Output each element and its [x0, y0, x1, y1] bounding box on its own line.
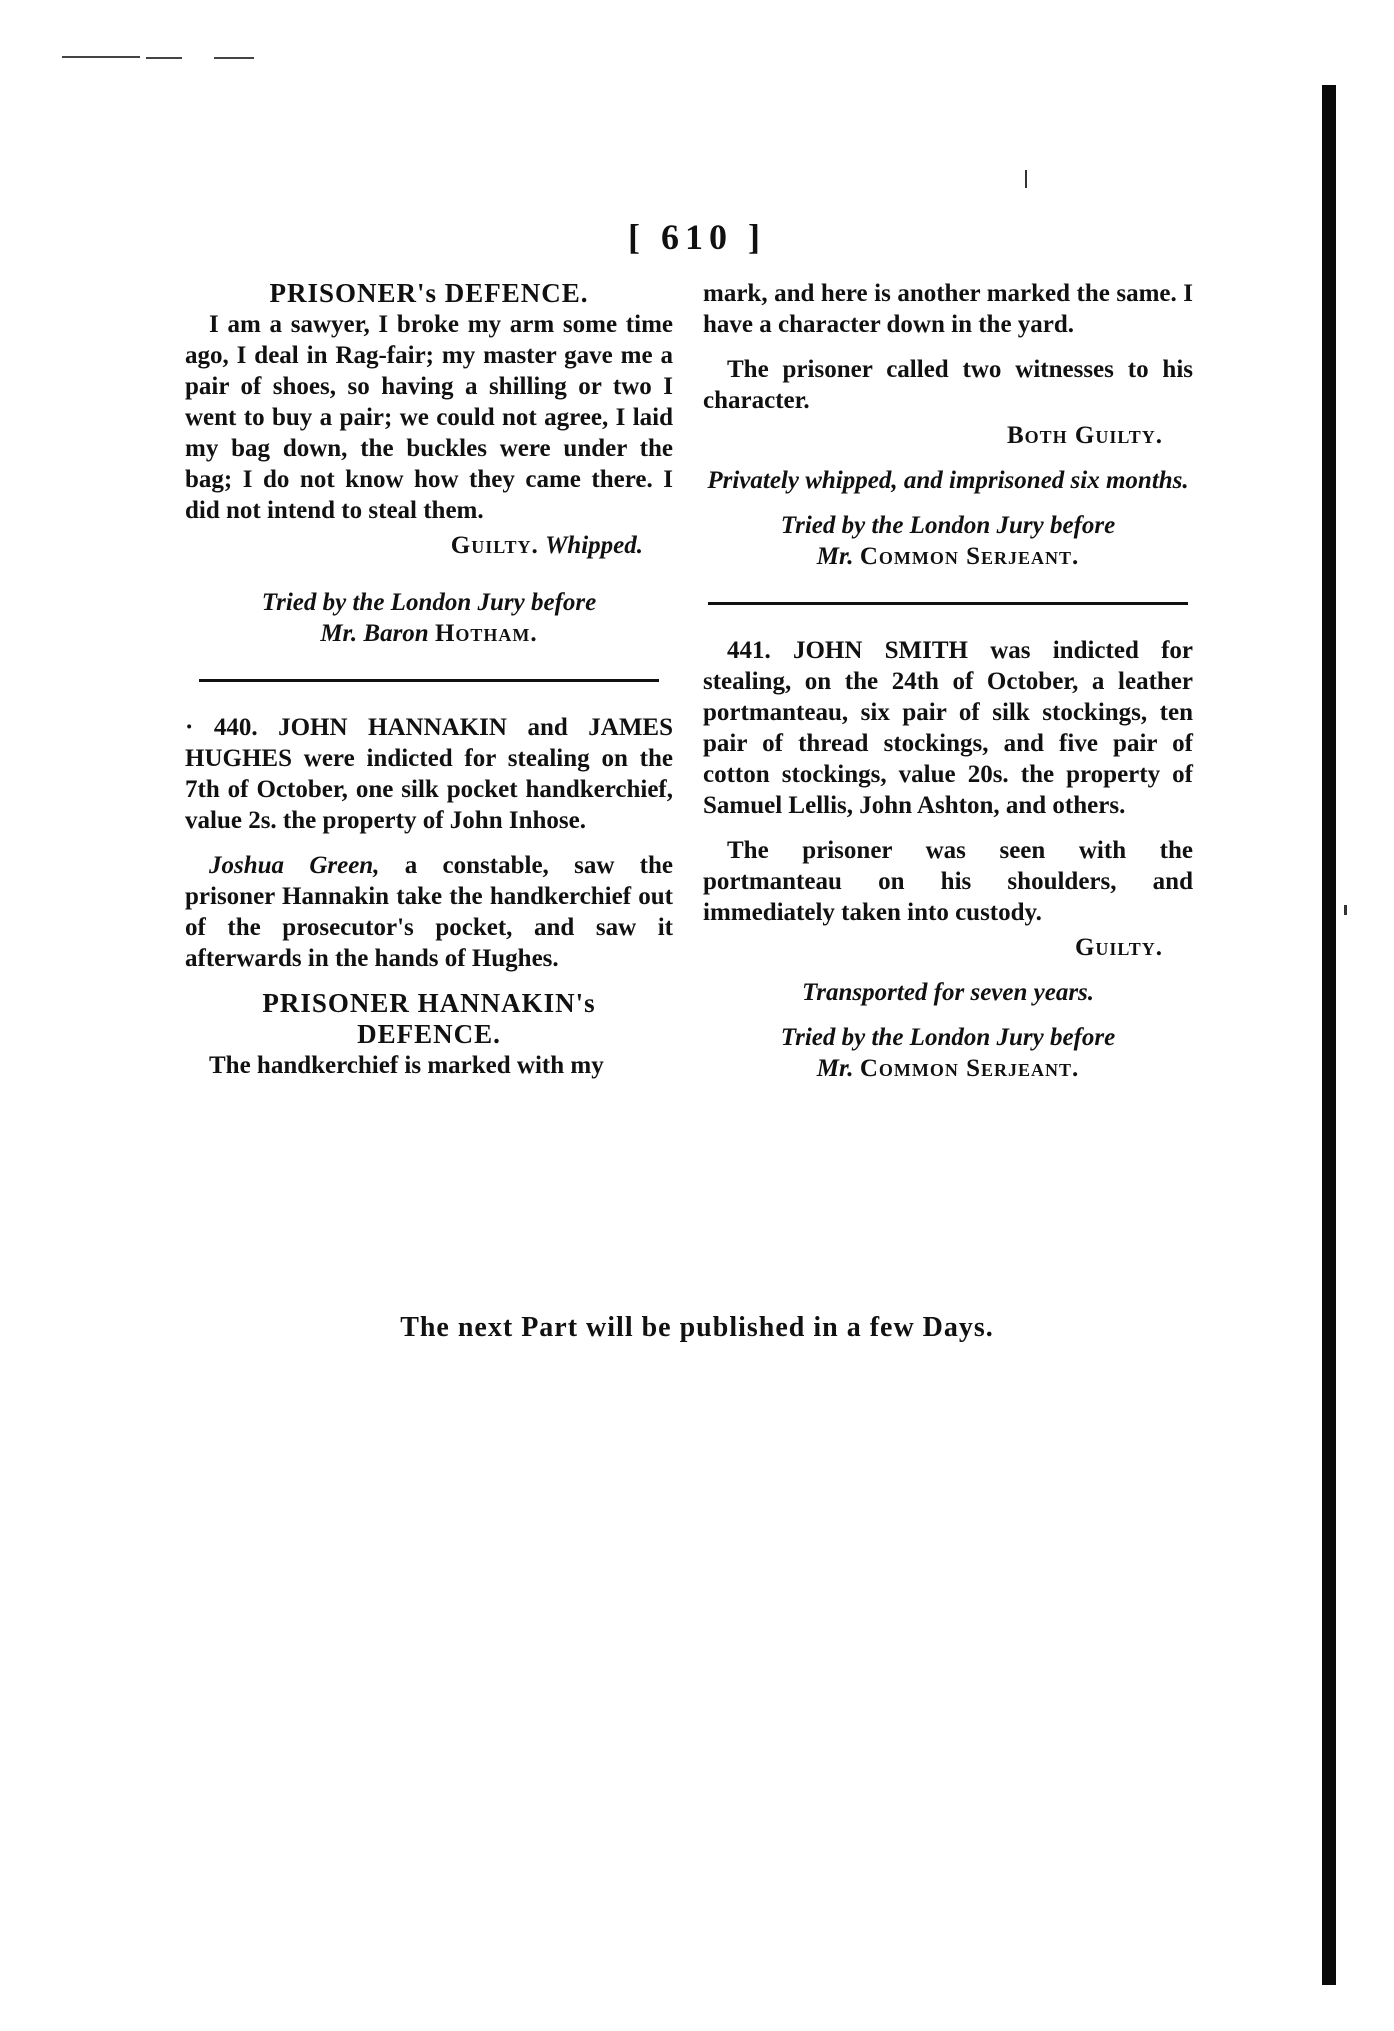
seen-text: The prisoner was seen with the portmanteau on his shoulders, and immediately taken into custody. [703, 837, 1193, 926]
right-column [703, 278, 1193, 1084]
verdict-441 [703, 932, 1163, 963]
witness-text: a constable, saw the prisoner Hannakin take the handkerchief out of the prosecutor's pocket, and saw it afterwards in the hands of Hughes. [185, 852, 674, 972]
defence-text: I am a sawyer, I broke my arm some time ago, I deal in Rag-fair; my master gave me a pair of shoes, so having a shilling or two I went to buy a pair; we could not agree, I laid my bag down, the buckles were under the bag; I do not know how they came there. I did not intend to steal them. [185, 311, 673, 524]
verdict-word: Guilty. [450, 532, 539, 559]
scan-mark [146, 57, 182, 59]
case-441-text: 441. JOHN SMITH was indicted for stealing, on the 24th of October, a leather portmanteau, six pair of silk stockings, ten pair of thread stockings, and five pair of cotton stockings, value 20s. the property of Samuel Lellis, John Ashton, and others. [703, 637, 1193, 819]
case-440-text: · 440. JOHN HANNAKIN and JAMES HUGHES were indicted for stealing on the 7th of October, one silk pocket handkerchief, value 2s. the property of John Inhose. [185, 714, 673, 834]
judge-line-2 [703, 1053, 1193, 1084]
witness-name: Joshua Green, [209, 852, 380, 879]
next-part-notice: The next Part will be published in a few Days. [400, 1312, 994, 1343]
scan-speck [1344, 905, 1347, 915]
tried-line: Tried by the London Jury before [780, 512, 1116, 539]
defence2-heading: PRISONER HANNAKIN's [262, 988, 596, 1018]
section-divider [199, 679, 659, 682]
tried-line-2: Tried by the London Jury before [780, 1024, 1116, 1051]
verdict-both-text: Both Guilty. [1007, 422, 1163, 449]
judge-name: Common Serjeant. [859, 543, 1080, 570]
judge-title: Mr. [816, 543, 854, 570]
binding-edge [1322, 85, 1336, 1985]
defence-heading: PRISONER's DEFENCE. [269, 278, 589, 308]
defence2-text: The handkerchief is marked with my [209, 1052, 604, 1079]
verdict-441-text: Guilty. [1074, 934, 1163, 961]
judge-name: Common Serjeant. [859, 1055, 1080, 1082]
continued-text: mark, and here is another marked the same. I have a character down in the yard. [703, 280, 1193, 338]
sentence-439: Privately whipped, and imprisoned six months. [707, 467, 1189, 494]
left-column [185, 278, 673, 1081]
judge-line [703, 541, 1193, 572]
verdict-both [703, 420, 1163, 451]
tried-line: Tried by the London Jury before [261, 589, 597, 616]
witnesses-text: The prisoner called two witnesses to his character. [703, 356, 1193, 414]
verdict-line [185, 530, 643, 561]
scan-mark [62, 56, 140, 58]
sentence-441: Transported for seven years. [801, 979, 1095, 1006]
section-divider [708, 602, 1188, 605]
judge-title: Mr. Baron [320, 620, 429, 647]
judge-name: Hotham. [434, 620, 538, 647]
scan-mark [214, 57, 254, 59]
judge-title: Mr. [816, 1055, 854, 1082]
verdict-sentence: Whipped. [545, 532, 643, 559]
page-number-header: [ 610 ] [628, 217, 766, 257]
witness-paragraph [185, 850, 673, 974]
defence2-heading-2: DEFENCE. [357, 1019, 501, 1049]
scan-speck [1025, 170, 1027, 188]
judge-line [185, 618, 673, 649]
